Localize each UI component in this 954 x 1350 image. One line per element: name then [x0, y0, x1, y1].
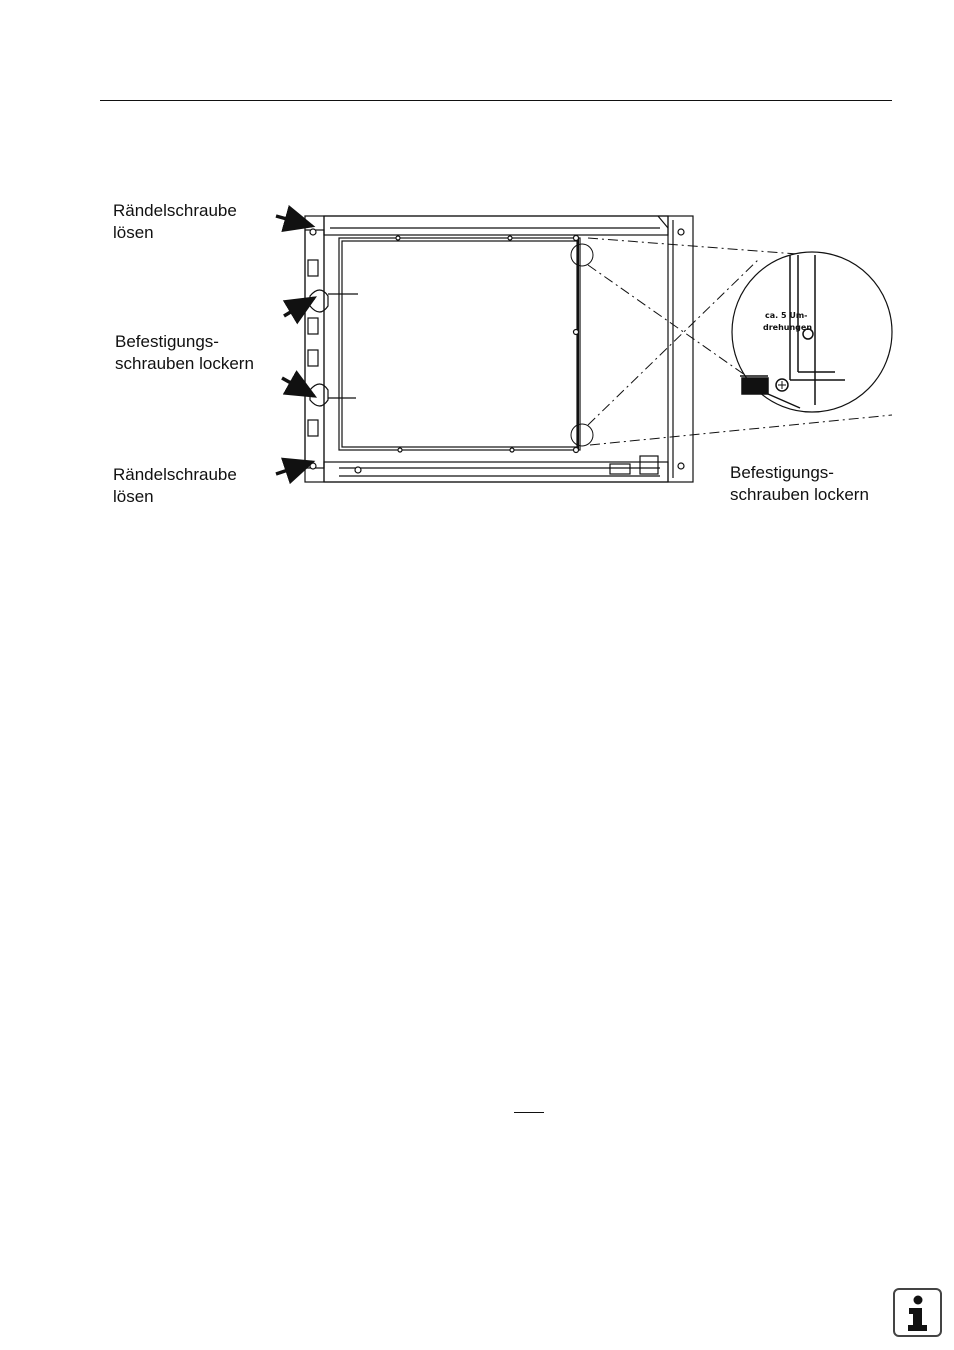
- label-bottom-left: Rändelschraube lösen: [113, 465, 237, 506]
- arrow-top-left: [276, 216, 312, 226]
- footer-dash: [514, 1112, 544, 1113]
- detail-marks: [571, 244, 593, 446]
- arrow-mid-lower: [282, 378, 314, 396]
- screws: [310, 229, 684, 473]
- inner-panel: [339, 238, 580, 450]
- label-bottom-right: Befestigungs- schrauben lockern: [730, 463, 869, 504]
- detail-text-line2: drehungen: [763, 323, 813, 332]
- detail-text-line1: ca. 5 Um-: [765, 311, 808, 320]
- outer-frame: [305, 216, 693, 482]
- label-top-left: Rändelschraube lösen: [113, 201, 237, 242]
- arrow-mid-upper: [284, 298, 314, 316]
- magnified-detail: [732, 252, 892, 412]
- info-icon: [893, 1288, 942, 1337]
- housing-frame: [305, 216, 693, 482]
- label-middle-left: Befestigungs- schrauben lockern: [115, 332, 254, 373]
